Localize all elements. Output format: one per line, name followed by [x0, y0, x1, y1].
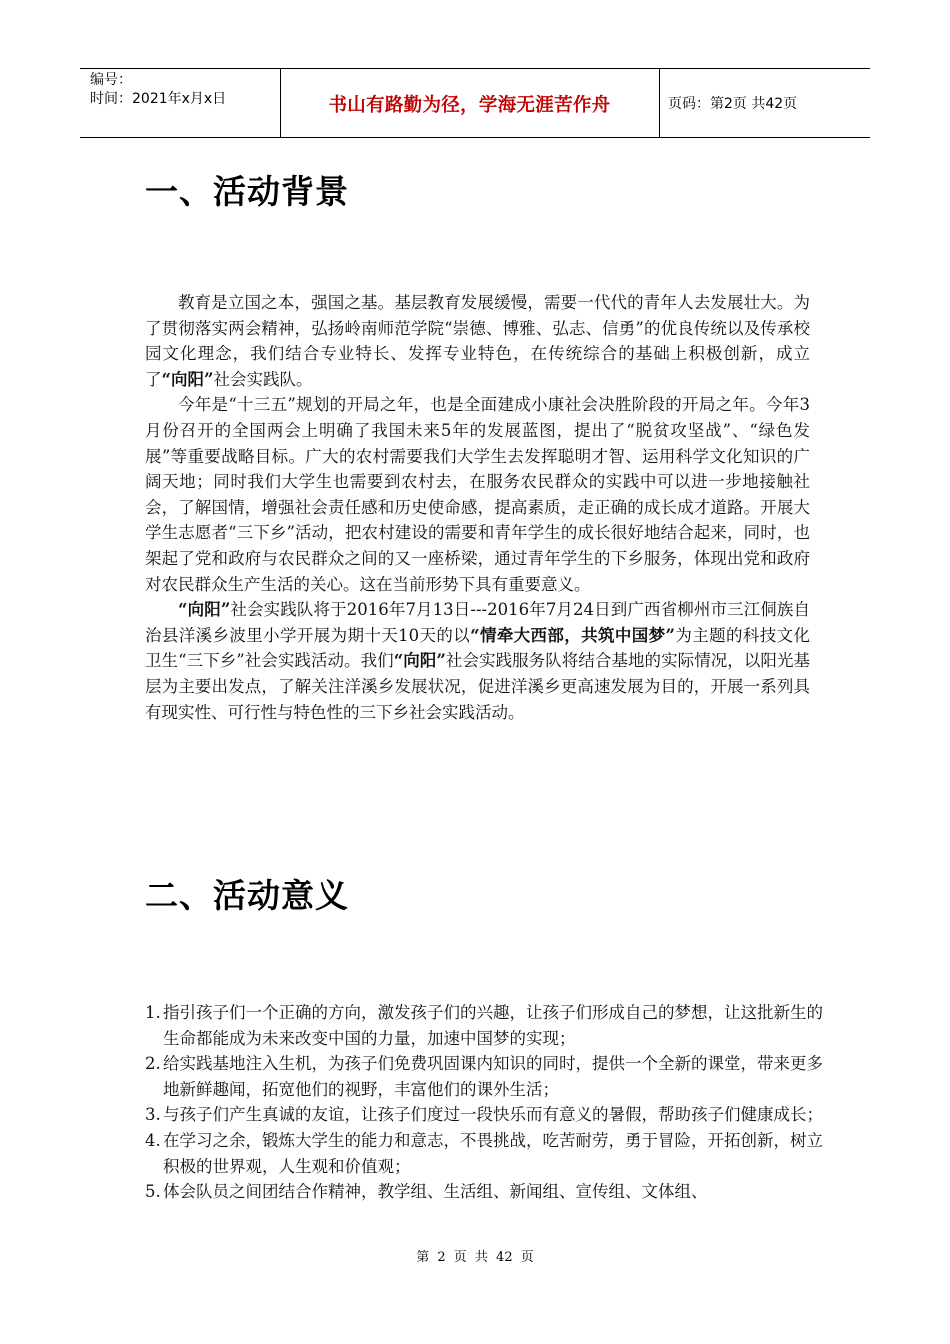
header-meta [90, 71, 226, 109]
header-number-label: 编号： [90, 72, 132, 88]
header-motto: 书山有路勤为径，学海无涯苦作舟 [328, 95, 611, 116]
list-item [145, 1000, 825, 1051]
document-header [80, 68, 870, 138]
list-item-text: 给实践基地注入生机，为孩子们免费巩固课内知识的同时，提供一个全新的课堂，带来更多地新鲜趣闻，拓宽他们的视野，丰富他们的课外生活； [163, 1054, 823, 1099]
theme-bold: “情牵大西部，共筑中国梦” [470, 625, 676, 645]
list-item [145, 1128, 825, 1179]
paragraph-text: 社会实践队。 [213, 369, 313, 389]
list-number: 4. [145, 1130, 161, 1150]
background-paragraph-1 [145, 290, 810, 392]
list-item-text: 指引孩子们一个正确的方向，激发孩子们的兴趣，让孩子们形成自己的梦想，让这批新生的生命都能成为未来改变中国的力量，加速中国梦的实现； [163, 1003, 823, 1048]
list-item [145, 1051, 825, 1102]
list-item-text: 与孩子们产生真诚的友谊，让孩子们度过一段快乐而有意义的暑假，帮助孩子们健康成长； [163, 1105, 823, 1125]
team-name-bold: “向阳” [178, 600, 231, 620]
paragraph-text: 社会实践队将于2016年7月13日---2016年7月24日到广西省柳州市三江侗族自治县洋溪乡波里小学开展为期十天10天的以 [145, 600, 810, 645]
paragraph-text: 教育是立国之本，强国之基。基层教育发展缓慢，需要一代代的青年人去发展壮大。为了贯彻落实两会精神，弘扬岭南师范学院“崇德、博雅、弘志、信勇”的优良传统以及传承校园文化理念，我们结合专业特长、发挥专业特色，在传统综合的基础上积极创新，成立了 [145, 293, 810, 389]
list-item-text: 在学习之余，锻炼大学生的能力和意志，不畏挑战，吃苦耐劳，勇于冒险，开拓创新，树立积极的世界观，人生观和价值观； [163, 1130, 823, 1176]
section-title-significance: 二、活动意义 [145, 876, 349, 915]
team-name-bold: “向阳” [161, 369, 214, 389]
significance-list [145, 1000, 825, 1205]
list-number: 1. [145, 1003, 161, 1022]
list-number: 3. [145, 1105, 161, 1125]
background-paragraph-2: 今年是“十三五”规划的开局之年，也是全面建成小康社会决胜阶段的开局之年。今年3月份召开的全国两会上明确了我国未来5年的发展蓝图，提出了“脱贫攻坚战”、“绿色发展”等重要战略目标。广大的农村需要我们大学生去发挥聪明才智、运用科学文化知识的广阔天地；同时我们大学生也需要到农村去，在服务农民群众的实践中可以进一步地接触社会，了解国情，增强社会责任感和历史使命感，提高素质，走正确的成长成才道路。开展大学生志愿者“三下乡”活动，把农村建设的需要和青年学生的成长很好地结合起来，同时，也架起了党和政府与农民群众之间的又一座桥梁，通过青年学生的下乡服务，体现出党和政府对农民群众生产生活的关心。这在当前形势下具有重要意义。 [145, 395, 810, 594]
header-divider [659, 69, 660, 137]
background-paragraph-3 [145, 597, 810, 725]
team-name-bold: “向阳” [393, 651, 446, 671]
paragraph-text: 社会实践服务队将结合基地的实际情况，以阳光基层为主要出发点，了解关注洋溪乡发展状况，促进洋溪乡更高速发展为目的，开展一系列具有现实性、可行性与特色性的三下乡社会实践活动。 [145, 651, 811, 722]
page-footer: 第 2 页 共 42 页 [416, 1250, 534, 1265]
list-item-text: 体会队员之间团结合作精神，教学组、生活组、新闻组、宣传组、文体组、 [163, 1182, 708, 1202]
header-date-label: 时间：2021年x月x日 [90, 91, 227, 107]
list-item [145, 1179, 825, 1205]
background-body [145, 290, 810, 725]
header-page-info: 页码：第2页 共42页 [668, 96, 798, 112]
list-number: 2. [145, 1054, 161, 1074]
list-item [145, 1102, 825, 1128]
list-number: 5. [145, 1182, 161, 1202]
paragraph-text: 为主题的科技文化卫生“三下乡”社会实践活动。我们 [145, 625, 811, 671]
section-title-background: 一、活动背景 [145, 172, 349, 211]
